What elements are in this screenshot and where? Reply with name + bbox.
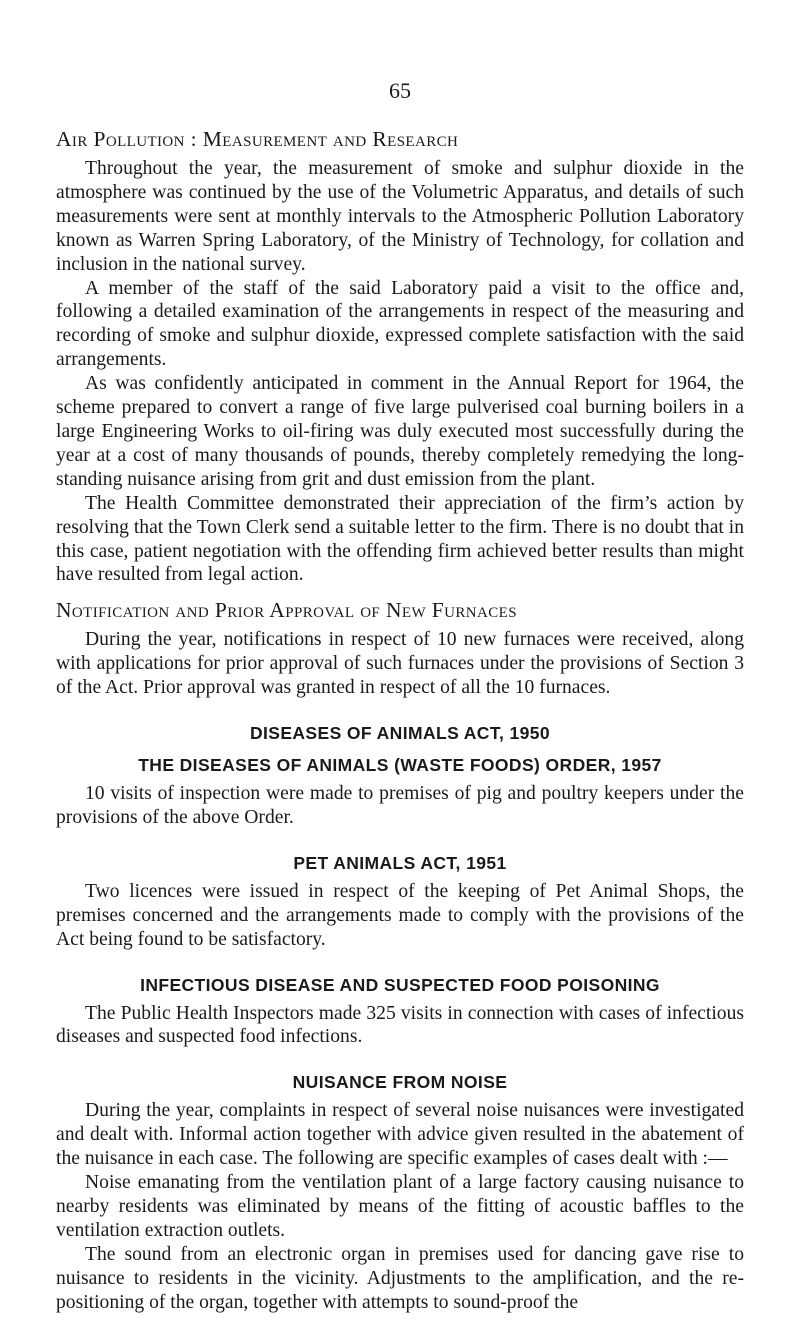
page-number: 65 xyxy=(389,78,411,103)
page-content xyxy=(56,126,744,1315)
pet-animals-heading: PET ANIMALS ACT, 1951 xyxy=(293,852,507,873)
air-pollution-heading: Air Pollution : Measurement and Research xyxy=(56,127,459,151)
paragraph: A member of the staff of the said Laboratory paid a visit to the office and, following a detailed examination of the arrangements in respect of the measuring and recording of smoke and sulphur dioxide, expressed complete satisfaction with the said arrangements. xyxy=(56,277,744,371)
waste-foods-order-heading: THE DISEASES OF ANIMALS (WASTE FOODS) ORDER, 1957 xyxy=(138,755,662,776)
diseases-of-animals-heading: DISEASES OF ANIMALS ACT, 1950 xyxy=(249,723,551,744)
paragraph: 10 visits of inspection were made to premises of pig and poultry keepers under the provisions of the above Order. xyxy=(56,783,744,828)
paragraph: As was confidently anticipated in comment in the Annual Report for 1964, the scheme prepared to convert a range of five large pulverised coal burning boilers in a large Engineering Works to oil-firing was duly executed most successfully during the year at a cost of many thousands of pounds, thereby completely remedying the long-standing nuisance arising from grit and dust emission from the plant. xyxy=(56,373,744,490)
paragraph: During the year, complaints in respect of several noise nuisances were investigated and dealt with. Informal action together with advice given resulted in the abatement of the nuisance in each case. The following are specific examples of cases dealt with :— xyxy=(56,1100,744,1170)
paragraph: Noise emanating from the ventilation plant of a large factory causing nuisance to nearby residents was eliminated by means of the fitting of acoustic baffles to the ventilation extraction outlets. xyxy=(56,1172,744,1241)
nuisance-noise-heading: NUISANCE FROM NOISE xyxy=(292,1072,508,1093)
paragraph: The Health Committee demonstrated their appreciation of the firm’s action by resolving that the Town Clerk send a suitable letter to the firm. There is no doubt that in this case, patient negotiation with the offending firm achieved better results than might have resulted from legal action. xyxy=(56,492,744,586)
paragraph: The Public Health Inspectors made 325 visits in connection with cases of infectious diseases and suspected food infections. xyxy=(56,1002,744,1048)
infectious-disease-heading: INFECTIOUS DISEASE AND SUSPECTED FOOD POISONING xyxy=(140,974,660,995)
paragraph: During the year, notifications in respect of 10 new furnaces were received, along with applications for prior approval of such furnaces under the provisions of Section 3 of the Act. Prior approval was granted in respect of all the 10 furnaces. xyxy=(56,629,744,699)
paragraph: The sound from an electronic organ in premises used for dancing gave rise to nuisance to residents in the vicinity. Adjustments to the amplification, and the re-positioning of the organ, together with attempts to sound-proof the xyxy=(56,1243,744,1313)
paragraph: Throughout the year, the measurement of smoke and sulphur dioxide in the atmosphere was continued by the use of the Volumetric Apparatus, and details of such measurements were sent at monthly intervals to the Atmospheric Pollution Laboratory known as Warren Spring Laboratory, of the Ministry of Technology, for collation and inclusion in the national survey. xyxy=(56,158,744,275)
notification-heading: Notification and Prior Approval of New Furnaces xyxy=(56,598,517,623)
paragraph: Two licences were issued in respect of the keeping of Pet Animal Shops, the premises concerned and the arrangements made to comply with the provisions of the Act being found to be satisfactory. xyxy=(56,880,744,950)
